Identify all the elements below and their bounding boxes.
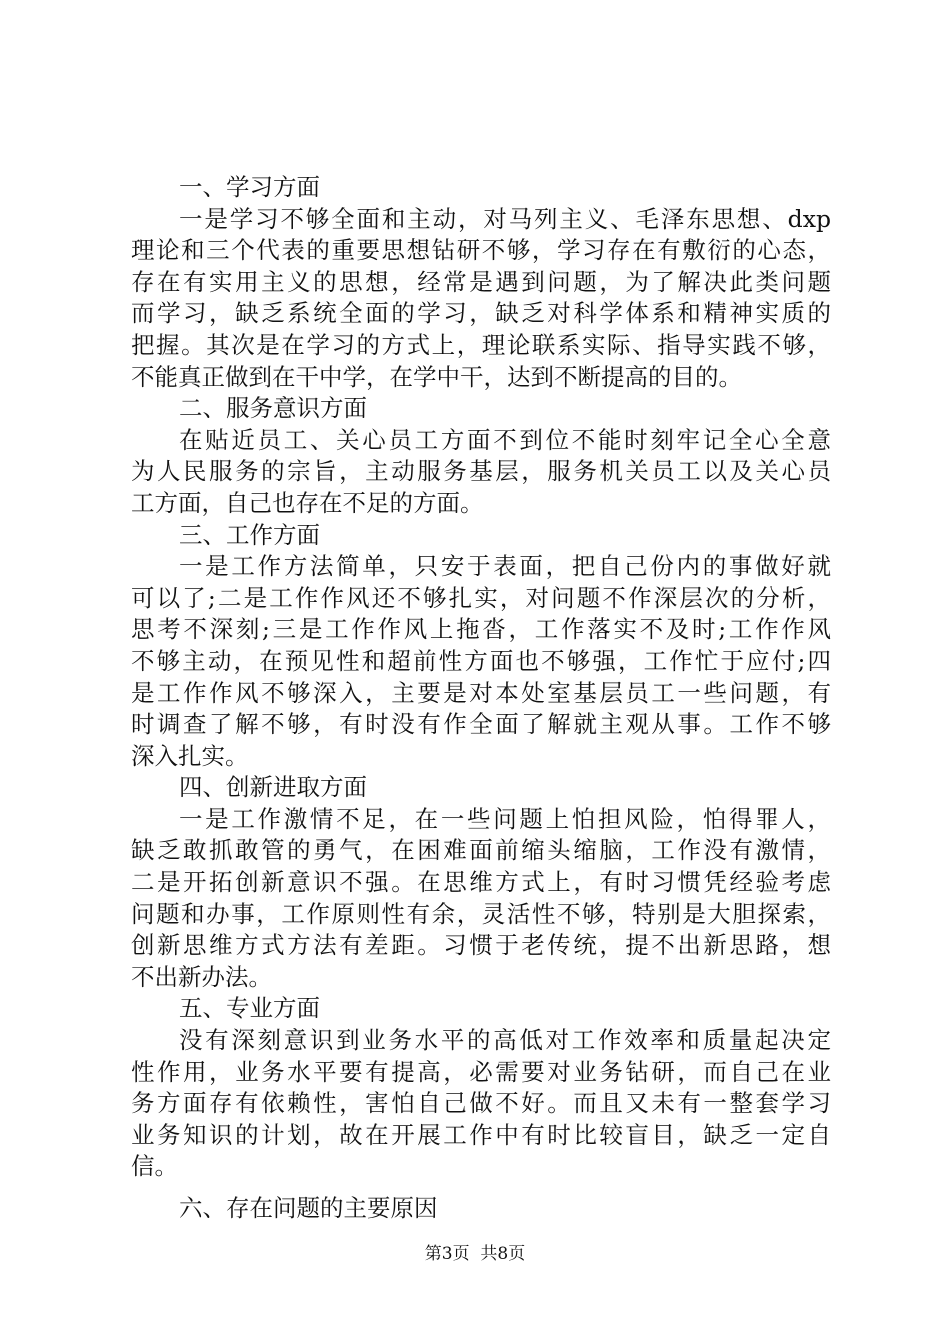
text-line: 理论和三个代表的重要思想钻研不够，学习存在有敷衍的心态， <box>131 236 831 265</box>
text-line: 一是学习不够全面和主动，对马列主义、毛泽东思想、dxp <box>179 204 831 233</box>
text-line: 不够主动，在预见性和超前性方面也不够强，工作忙于应付;四 <box>131 646 831 675</box>
section-heading: 五、专业方面 <box>179 994 320 1023</box>
text-line: 一是工作方法简单，只安于表面，把自己份内的事做好就 <box>179 552 831 581</box>
text-line: 而学习，缺乏系统全面的学习，缺乏对科学体系和精神实质的 <box>131 299 831 328</box>
page-number-label: 第3页 共8页 <box>424 1244 526 1264</box>
text-line: 不出新办法。 <box>131 962 272 991</box>
text-line: 深入扎实。 <box>131 741 249 770</box>
text-line: 时调查了解不够，有时没有作全面了解就主观从事。工作不够 <box>131 710 831 739</box>
text-line: 存在有实用主义的思想，经常是遇到问题，为了解决此类问题 <box>131 267 831 296</box>
text-line: 为人民服务的宗旨，主动服务基层，服务机关员工以及关心员 <box>131 457 831 486</box>
text-line: 思考不深刻;三是工作作风上拖沓，工作落实不及时;工作作风 <box>131 615 831 644</box>
text-line: 没有深刻意识到业务水平的高低对工作效率和质量起决定 <box>179 1026 831 1055</box>
text-line: 缺乏敢抓敢管的勇气，在困难面前缩头缩脑，工作没有激情， <box>131 836 831 865</box>
section-heading: 六、存在问题的主要原因 <box>179 1194 438 1222</box>
section-heading: 二、服务意识方面 <box>179 394 367 423</box>
text-line: 性作用，业务水平要有提高，必需要对业务钻研，而自己在业 <box>131 1057 831 1086</box>
section-heading: 四、创新进取方面 <box>179 773 367 802</box>
text-line: 在贴近员工、关心员工方面不到位不能时刻牢记全心全意 <box>179 425 831 454</box>
text-line: 不能真正做到在干中学，在学中干，达到不断提高的目的。 <box>131 362 742 391</box>
text-line: 创新思维方式方法有差距。习惯于老传统，提不出新思路，想 <box>131 931 831 960</box>
text-line: 是工作作风不够深入，主要是对本处室基层员工一些问题，有 <box>131 678 831 707</box>
text-line: 业务知识的计划，故在开展工作中有时比较盲目，缺乏一定自 <box>131 1120 831 1149</box>
page-footer <box>0 1244 950 1264</box>
section-heading: 一、学习方面 <box>179 173 320 201</box>
text-line: 二是开拓创新意识不强。在思维方式上，有时习惯凭经验考虑 <box>131 868 831 897</box>
document-body <box>131 172 831 1225</box>
text-line: 信。 <box>131 1152 178 1181</box>
text-line: 一是工作激情不足，在一些问题上怕担风险，怕得罪人， <box>179 804 831 833</box>
text-line: 把握。其次是在学习的方式上，理论联系实际、指导实践不够， <box>131 330 831 359</box>
text-line: 可以了;二是工作作风还不够扎实，对问题不作深层次的分析， <box>131 583 831 612</box>
section-heading: 三、工作方面 <box>179 520 320 549</box>
text-line: 务方面存有依赖性，害怕自己做不好。而且又未有一整套学习 <box>131 1089 831 1118</box>
text-line: 工方面，自己也存在不足的方面。 <box>131 488 484 517</box>
text-line: 问题和办事，工作原则性有余，灵活性不够，特别是大胆探索， <box>131 899 831 928</box>
